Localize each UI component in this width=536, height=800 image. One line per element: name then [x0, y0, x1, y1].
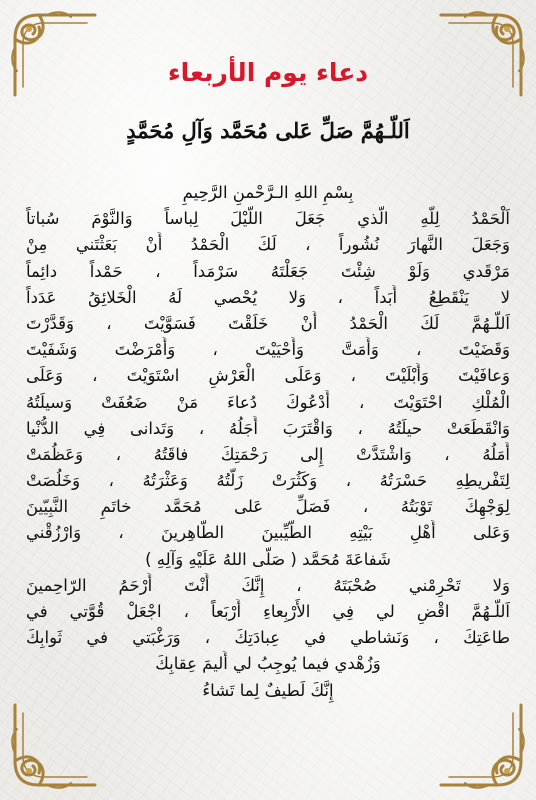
page-title: دعاء يوم الأربعاء — [167, 58, 369, 87]
dua-line: اَللّـهُمَّ لَكَ الْحَمْدُ أَنْ خَلَقْتَ فَسَوَّيْتَ ، وَقَدَّرْتَ — [26, 313, 510, 333]
corner-ornament-icon — [435, 699, 527, 791]
dua-text — [26, 180, 510, 704]
dua-line: وَلا تَحْرِمْني صُحْبَتَهُ ، إِنَّكَ أَنْتَ أَرْحَمُ الرّاحِمينَ — [26, 575, 510, 595]
dua-line: لِوَجْهِكَ تَوْبَتُهُ ، فَصَلِّ عَلى مُحَمَّد خاتَمِ النَّبِيّينَ — [26, 497, 510, 517]
corner-ornament-icon — [435, 9, 527, 101]
dua-line: الْمُلْكِ احْتَوَيْتَ ، أَدْعُوكَ دُعاءَ مَنْ ضَعُفَتْ وَسيلَتُهُ — [26, 392, 510, 412]
dua-line: وَجَعَلَ النَّهارَ نُشُوراً ، لَكَ الْحَمْدُ أَنْ بَعَثْتَني مِنْ — [26, 235, 510, 255]
dua-line: اَلْحَمْدُ لِلّهِ الَّذي جَعَلَ اللَّيْلَ لِباساً وَالنَّوْمَ سُباتاً — [26, 209, 510, 229]
dua-line: مَرْقَدي وَلَوْ شِئْتَ جَعَلْتَهُ سَرْمَداً ، حَمْداً دائِماً — [26, 261, 510, 281]
dua-line: شَفاعَةَ مُحَمَّد ( صَلَّى اللهُ عَلَيْهِ وَآلِهِ ) — [145, 549, 391, 569]
dua-line: طاعَتِكَ ، وَنَشاطي في عِبادَتِكَ ، وَرَغْبَتي في ثَوابِكَ — [26, 628, 510, 648]
dua-line: لا يَنْقَطِعُ أَبَداً ، وَلا يُحْصي لَهُ الْخَلائِقُ عَدَداً — [26, 287, 510, 307]
salawat-line: اَللّـهُمَّ صَلِّ عَلى مُحَمَّد وَآلِ مُحَمَّدٍ — [126, 118, 410, 143]
corner-ornament-icon — [9, 9, 101, 101]
dua-line: إِنَّكَ لَطيفٌ لِما تَشاءُ — [202, 680, 334, 700]
dua-line: وَزُهْدي فيما يُوجِبُ لي أَليمَ عِقابِكَ — [155, 654, 381, 674]
dua-line: لِتَفْريطِهِ حَسْرَتُهُ ، وَكَثُرَتْ زَلَّتُهُ وَعَثْرَتُهُ ، وَخَلُصَتْ — [26, 471, 510, 491]
dua-line: وَقَضَيْتَ ، وَأَمَتَّ وَأَحْيَيْتَ ، وَأَمْرَضْتَ وَشَفَيْتَ — [26, 340, 510, 360]
dua-line: اَللّـهُمَّ اقْضِ لي فِي الأَرْبِعاءِ أَرْبَعاً ، اجْعَلْ قُوَّتي في — [26, 602, 510, 621]
dua-line: وَعَلى أَهْلِ بَيْتِهِ الطَّيِّبينَ الطّاهِرينَ ، وَارْزُقْني — [26, 523, 510, 543]
dua-line: أَمَلُهُ ، وَاشْتَدَّتْ إِلى رَحْمَتِكَ فاقَتُهُ ، وَعَظُمَتْ — [26, 444, 510, 464]
basmala-line: بِسْمِ اللهِ الـرَّحْمنِ الرَّحِيمِ — [182, 183, 354, 202]
corner-ornament-icon — [9, 699, 101, 791]
dua-line: وَانْقَطَعَتْ حيلَتُهُ ، وَاقْتَرَبَ أَجَلُهُ ، وَتَدانى فِي الدُّنْيا — [26, 418, 510, 438]
dua-line: وَعافَيْتَ وَأَبْلَيْتَ ، وَعَلَى الْعَرْشِ اسْتَوَيْتَ ، وَعَلَى — [26, 366, 510, 386]
